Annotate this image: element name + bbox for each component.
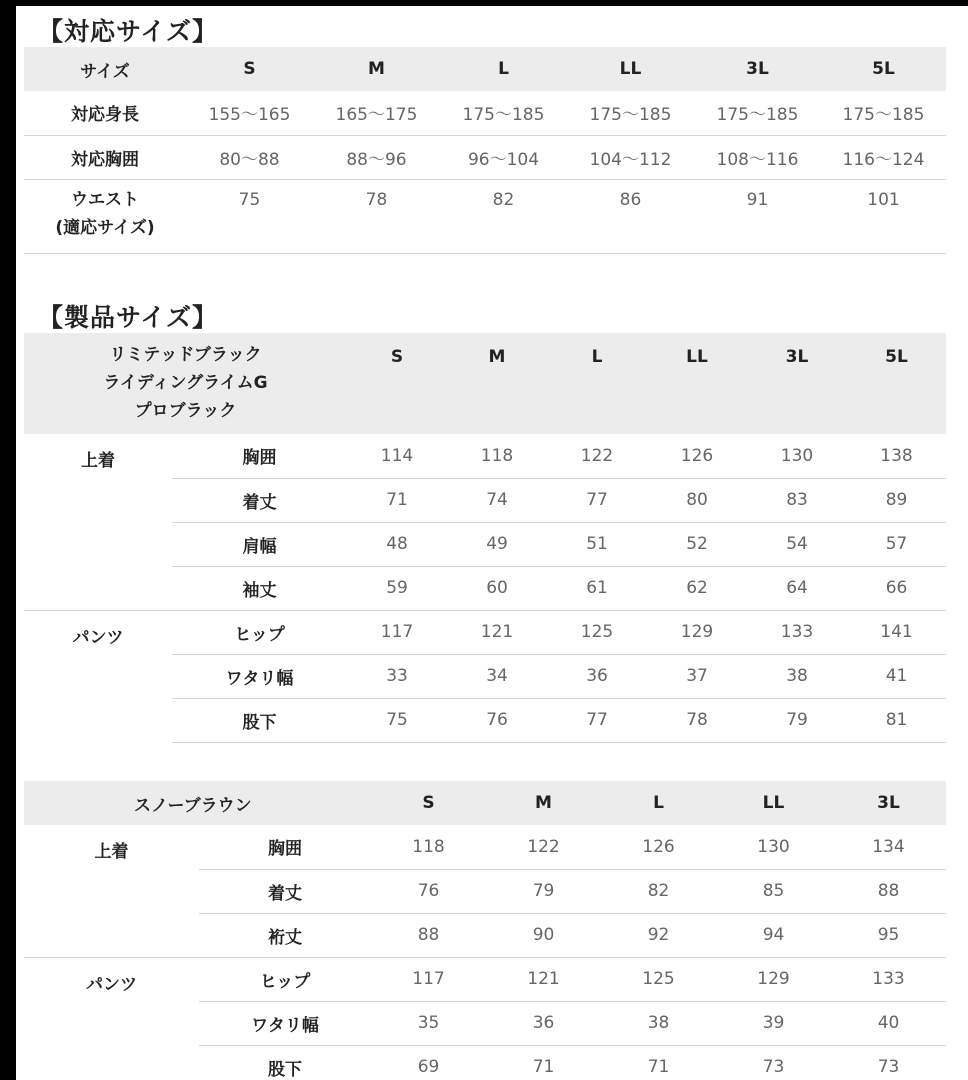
table-row	[24, 179, 946, 253]
table-cell: 34	[447, 654, 547, 698]
table-cell: 126	[642, 836, 675, 857]
header-cell: LL	[686, 347, 708, 367]
table-cell: 126	[680, 445, 714, 466]
table-cell: 88	[371, 913, 486, 957]
table-cell: 61	[547, 566, 647, 610]
row-label: 股下	[172, 698, 347, 742]
row-label-line: (適応サイズ)	[55, 217, 155, 238]
group-label-jacket: 上着	[94, 842, 129, 862]
table-cell: 133	[747, 610, 847, 654]
header-cell: S	[390, 347, 404, 367]
header-cell: サイズ	[80, 61, 130, 82]
table-cell: 90	[486, 913, 601, 957]
table-cell: 117	[371, 957, 486, 1001]
table-cell: 38	[747, 654, 847, 698]
row-label: 胸囲	[268, 839, 302, 860]
table-cell: 79	[747, 698, 847, 742]
header-cell: 5L	[885, 347, 908, 367]
table-cell: 114	[380, 445, 414, 466]
header-cell: L	[591, 347, 603, 367]
table-cell: 54	[747, 522, 847, 566]
header-cell: 3L	[877, 793, 900, 813]
section-title-supported-sizes: 【対応サイズ】	[38, 17, 219, 46]
table-cell: 60	[447, 566, 547, 610]
table-cell: 82	[440, 179, 567, 253]
table-header-row	[24, 333, 946, 434]
table-cell: 117	[347, 610, 447, 654]
header-cell: S	[243, 59, 256, 79]
row-label: 胸囲	[242, 448, 277, 469]
table-cell: 76	[447, 698, 547, 742]
group-label-jacket: 上着	[81, 451, 115, 471]
row-label: 袖丈	[172, 566, 347, 610]
table-cell: 122	[580, 445, 614, 466]
table-cell: 129	[647, 610, 747, 654]
table-cell: 40	[831, 1001, 946, 1045]
table-cell: 85	[716, 869, 831, 913]
color-variant-line: プロブラック	[134, 401, 237, 421]
header-cell: S	[422, 793, 435, 813]
table-cell: 38	[601, 1001, 716, 1045]
table-header-row	[24, 47, 946, 91]
header-cell: M	[368, 59, 385, 79]
table-cell: 134	[872, 836, 905, 857]
row-label	[24, 179, 186, 253]
row-label: ヒップ	[172, 610, 347, 654]
table-cell: 91	[694, 179, 821, 253]
header-cell: LL	[619, 59, 642, 79]
table-row	[24, 825, 946, 869]
table-cell: 88	[831, 869, 946, 913]
table-cell: 77	[547, 478, 647, 522]
row-label: ワタリ幅	[199, 1001, 371, 1045]
table-cell: 76	[371, 869, 486, 913]
table-cell: 165〜175	[313, 91, 440, 135]
table-cell: 125	[601, 957, 716, 1001]
table-cell: 52	[647, 522, 747, 566]
table-header-row	[24, 781, 946, 825]
table-cell: 82	[601, 869, 716, 913]
section-title-product-sizes: 【製品サイズ】	[38, 303, 219, 332]
table-row	[24, 434, 946, 478]
table-cell: 78	[313, 179, 440, 253]
color-variant-line: リミテッドブラック	[109, 345, 262, 365]
table-cell: 35	[371, 1001, 486, 1045]
table-cell: 73	[716, 1045, 831, 1080]
table-cell: 64	[747, 566, 847, 610]
table-cell: 75	[186, 179, 313, 253]
table-row	[24, 135, 946, 179]
table-cell: 96〜104	[440, 135, 567, 179]
table-cell: 129	[716, 957, 831, 1001]
table-cell: 78	[647, 698, 747, 742]
table-cell: 73	[831, 1045, 946, 1080]
table-cell: 141	[847, 610, 946, 654]
table-cell: 88〜96	[313, 135, 440, 179]
table-cell: 51	[547, 522, 647, 566]
table-cell: 175〜185	[440, 91, 567, 135]
row-label-line: ウエスト	[71, 189, 139, 210]
color-variant-label: スノーブラウン	[134, 795, 252, 816]
table-cell: 49	[447, 522, 547, 566]
table-cell: 138	[880, 445, 913, 466]
supported-size-table	[24, 47, 946, 254]
table-cell: 81	[847, 698, 946, 742]
table-cell: 175〜185	[567, 91, 694, 135]
table-cell: 130	[780, 445, 814, 466]
table-cell: 86	[567, 179, 694, 253]
table-cell: 62	[647, 566, 747, 610]
table-cell: 69	[371, 1045, 486, 1080]
color-variant-label	[24, 333, 347, 434]
table-cell: 71	[601, 1045, 716, 1080]
row-label: 対応胸囲	[24, 135, 186, 179]
table-cell: 71	[486, 1045, 601, 1080]
table-cell: 33	[347, 654, 447, 698]
table-cell: 48	[347, 522, 447, 566]
table-cell: 130	[757, 836, 790, 857]
table-cell: 155〜165	[186, 91, 313, 135]
row-label: 対応身長	[24, 91, 186, 135]
table-cell: 116〜124	[821, 135, 946, 179]
table-cell: 175〜185	[821, 91, 946, 135]
table-row	[24, 91, 946, 135]
header-cell: M	[535, 793, 552, 813]
header-cell: M	[488, 347, 506, 367]
table-cell: 36	[547, 654, 647, 698]
product-size-table-snow-brown	[24, 781, 946, 1080]
table-cell: 37	[647, 654, 747, 698]
table-cell: 108〜116	[694, 135, 821, 179]
table-cell: 175〜185	[694, 91, 821, 135]
table-cell: 75	[347, 698, 447, 742]
table-cell: 74	[447, 478, 547, 522]
table-cell: 121	[486, 957, 601, 1001]
header-cell: 3L	[785, 347, 809, 367]
table-cell: 118	[412, 836, 445, 857]
table-cell: 57	[847, 522, 946, 566]
table-cell: 66	[847, 566, 946, 610]
size-chart-page	[16, 6, 968, 1080]
table-cell: 92	[601, 913, 716, 957]
table-row	[24, 610, 946, 654]
row-label: 着丈	[172, 478, 347, 522]
row-label: ワタリ幅	[172, 654, 347, 698]
table-cell: 89	[847, 478, 946, 522]
table-cell: 122	[527, 836, 560, 857]
table-cell: 36	[486, 1001, 601, 1045]
table-cell: 101	[821, 179, 946, 253]
table-cell: 39	[716, 1001, 831, 1045]
header-cell: 5L	[872, 59, 895, 79]
product-size-table-black	[24, 333, 946, 743]
table-cell: 95	[831, 913, 946, 957]
table-cell: 133	[831, 957, 946, 1001]
table-cell: 125	[547, 610, 647, 654]
row-label: 股下	[199, 1045, 371, 1080]
table-cell: 104〜112	[567, 135, 694, 179]
table-cell: 59	[347, 566, 447, 610]
table-cell: 71	[347, 478, 447, 522]
header-cell: L	[653, 793, 664, 813]
table-cell: 79	[486, 869, 601, 913]
table-cell: 118	[480, 445, 514, 466]
header-cell: L	[498, 59, 509, 79]
table-cell: 83	[747, 478, 847, 522]
table-cell: 94	[716, 913, 831, 957]
table-cell: 80	[647, 478, 747, 522]
table-cell: 80〜88	[186, 135, 313, 179]
color-variant-line: ライディングライムG	[103, 373, 268, 393]
table-cell: 41	[847, 654, 946, 698]
row-label: 裄丈	[199, 913, 371, 957]
header-cell: 3L	[746, 59, 769, 79]
table-row	[24, 957, 946, 1001]
row-label: 肩幅	[172, 522, 347, 566]
group-label-pants: パンツ	[24, 957, 199, 1080]
row-label: ヒップ	[199, 957, 371, 1001]
header-cell: LL	[762, 793, 785, 813]
group-label-pants: パンツ	[24, 610, 172, 742]
table-cell: 77	[547, 698, 647, 742]
table-cell: 121	[447, 610, 547, 654]
row-label: 着丈	[199, 869, 371, 913]
